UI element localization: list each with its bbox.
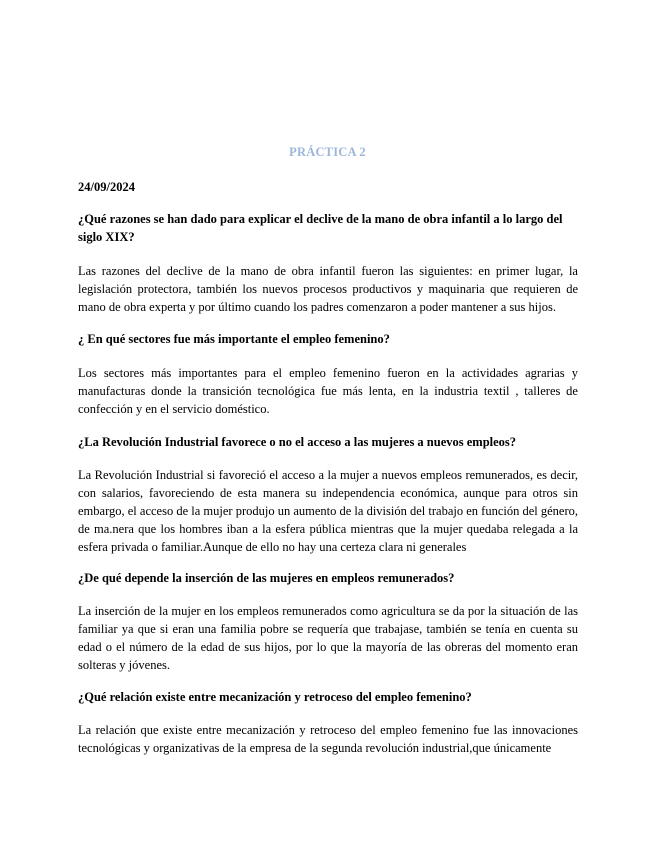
question-5: ¿Qué relación existe entre mecanización y retroceso del empleo femenino? [78,690,472,704]
question-4: ¿De qué depende la inserción de las mujeres en empleos remunerados? [78,571,455,585]
answer-4: La inserción de la mujer en los empleos remunerados como agricultura se da por la situación de las familiar ya que si eran una familia pobre se requería que trabajase, también se tenía en cuenta su edad o el número de la edad de sus hijos, por lo que la mayoría de las obreras del momento eran solteras y jóvenes. [78,604,578,672]
answer-2: Los sectores más importantes para el empleo femenino fueron en la actividades agrarias y manufacturas donde la transición tecnológica fue más lenta, en la industria textil , talleres de confección y en el servicio doméstico. [78,366,578,416]
answer-1: Las razones del declive de la mano de obra infantil fueron las siguientes: en primer lugar, la legislación protectora, también los nuevos procesos productivos y maquinaria que requieren de mano de obra experta y por último cuando los padres comenzaron a poder mantener a sus hijos. [78,264,578,314]
question-3: ¿La Revolución Industrial favorece o no el acceso a las mujeres a nuevos empleos? [78,435,517,449]
question-2: ¿ En qué sectores fue más importante el empleo femenino? [78,332,390,346]
document-date: 24/09/2024 [78,180,135,194]
answer-5: La relación que existe entre mecanización y retroceso del empleo femenino fue las innovaciones tecnológicas y organizativas de la empresa de la segunda revolución industrial,que únicamente [78,723,578,755]
answer-3: La Revolución Industrial si favoreció el acceso a la mujer a nuevos empleos remunerados, es decir, con salarios, favoreciendo de esta manera su independencia económica, aunque para otros sin embargo, el acceso de la mujer produjo un aumento de la división del trabajo en función del género, de ma.nera que los hombres iban a la esfera pública mientras que la mujer quedaba relegada a la esfera privada o familiar.Aunque de ello no hay una certeza clara ni generales [78,468,578,554]
page-title: PRÁCTICA 2 [289,145,366,159]
question-1: ¿Qué razones se han dado para explicar el declive de la mano de obra infantil a lo largo del siglo XIX? [78,212,563,244]
